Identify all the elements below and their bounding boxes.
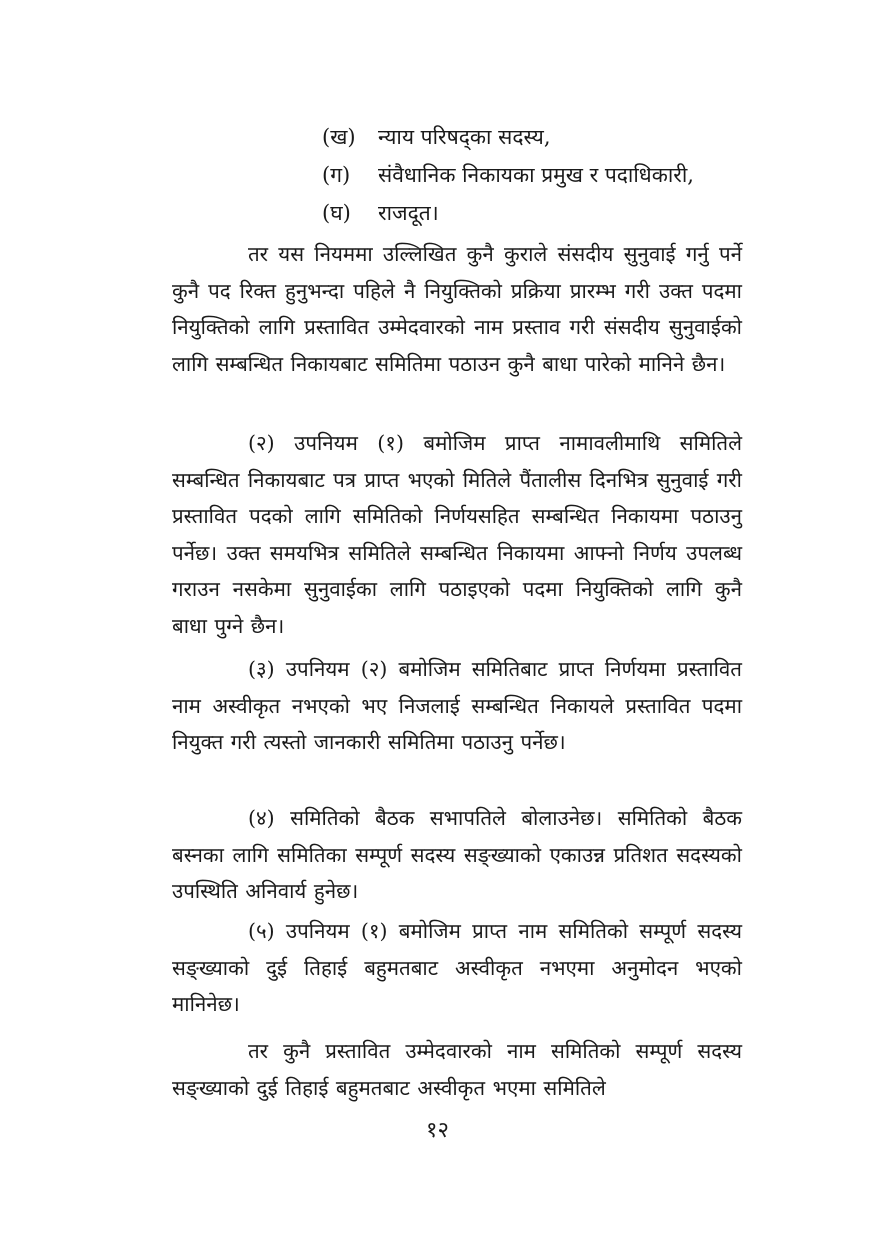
paragraph-subrule-3 bbox=[172, 651, 742, 761]
paragraph-subrule-4 bbox=[172, 800, 742, 910]
clause-list bbox=[322, 118, 782, 232]
list-text: राजदूत। bbox=[378, 201, 439, 225]
list-item bbox=[322, 194, 782, 232]
paragraph-text: (३) उपनियम (२) बमोजिम समितिबाट प्राप्त निर्णयमा प्रस्तावित नाम अस्वीकृत नभएको भए निजलाई सम्बन्धित निकायले प्रस्तावित पदमा नियुक्त गरी त्यस्तो जानकारी समितिमा पठाउनु पर्नेछ। bbox=[172, 657, 742, 754]
list-item bbox=[322, 118, 782, 156]
list-item bbox=[322, 156, 782, 194]
paragraph-text: (४) समितिको बैठक सभापतिले बोलाउनेछ। समितिको बैठक बस्नका लागि समितिका सम्पूर्ण सदस्य सङ्ख्याको एकाउन्न प्रतिशत सदस्यको उपस्थिति अनिवार्य हुनेछ। bbox=[172, 806, 742, 903]
paragraph-text: (५) उपनियम (१) बमोजिम प्राप्त नाम समितिको सम्पूर्ण सदस्य सङ्ख्याको दुई तिहाई बहुमतबाट अस्वीकृत नभएमा अनुमोदन भएको मानिनेछ। bbox=[172, 919, 742, 1016]
list-marker: (घ) bbox=[322, 201, 351, 225]
list-text: न्याय परिषद्का सदस्य, bbox=[378, 125, 551, 149]
paragraph-subrule-5 bbox=[172, 913, 742, 1023]
paragraph-subrule-2 bbox=[172, 425, 742, 644]
list-marker: (ख) bbox=[322, 125, 356, 149]
paragraph-proviso bbox=[172, 236, 742, 382]
list-marker: (ग) bbox=[322, 163, 351, 187]
paragraph-text: तर यस नियममा उल्लिखित कुनै कुराले संसदीय सुनुवाई गर्नु पर्ने कुनै पद रिक्त हुनुभन्दा पहिले नै नियुक्तिको प्रक्रिया प्रारम्भ गरी उक्त पदमा नियुक्तिको लागि प्रस्तावित उम्मेदवारको नाम प्रस्ताव गरी संसदीय सुनुवाईको लागि सम्बन्धित निकायबाट समितिमा पठाउन कुनै बाधा पारेको मानिने छैन। bbox=[172, 242, 742, 376]
paragraph-text: तर कुनै प्रस्तावित उम्मेदवारको नाम समितिको सम्पूर्ण सदस्य सङ्ख्याको दुई तिहाई बहुमतबाट अस्वीकृत भएमा समितिले bbox=[172, 1039, 742, 1100]
paragraph-proviso-2 bbox=[172, 1033, 742, 1106]
list-text: संवैधानिक निकायका प्रमुख र पदाधिकारी, bbox=[378, 163, 694, 187]
page-number: १२ bbox=[426, 1118, 449, 1143]
paragraph-text: (२) उपनियम (१) बमोजिम प्राप्त नामावलीमाथि समितिले सम्बन्धित निकायबाट पत्र प्राप्त भएको मितिले पैंतालीस दिनभित्र सुनुवाई गरी प्रस्तावित पदको लागि समितिको निर्णयसहित सम्बन्धित निकायमा पठाउनु पर्नेछ। उक्त समयभित्र समितिले सम्बन्धित निकायमा आफ्नो निर्णय उपलब्ध गराउन नसकेमा सुनुवाईका लागि पठाइएको पदमा नियुक्तिको लागि कुनै बाधा पुग्ने छैन। bbox=[172, 431, 742, 638]
